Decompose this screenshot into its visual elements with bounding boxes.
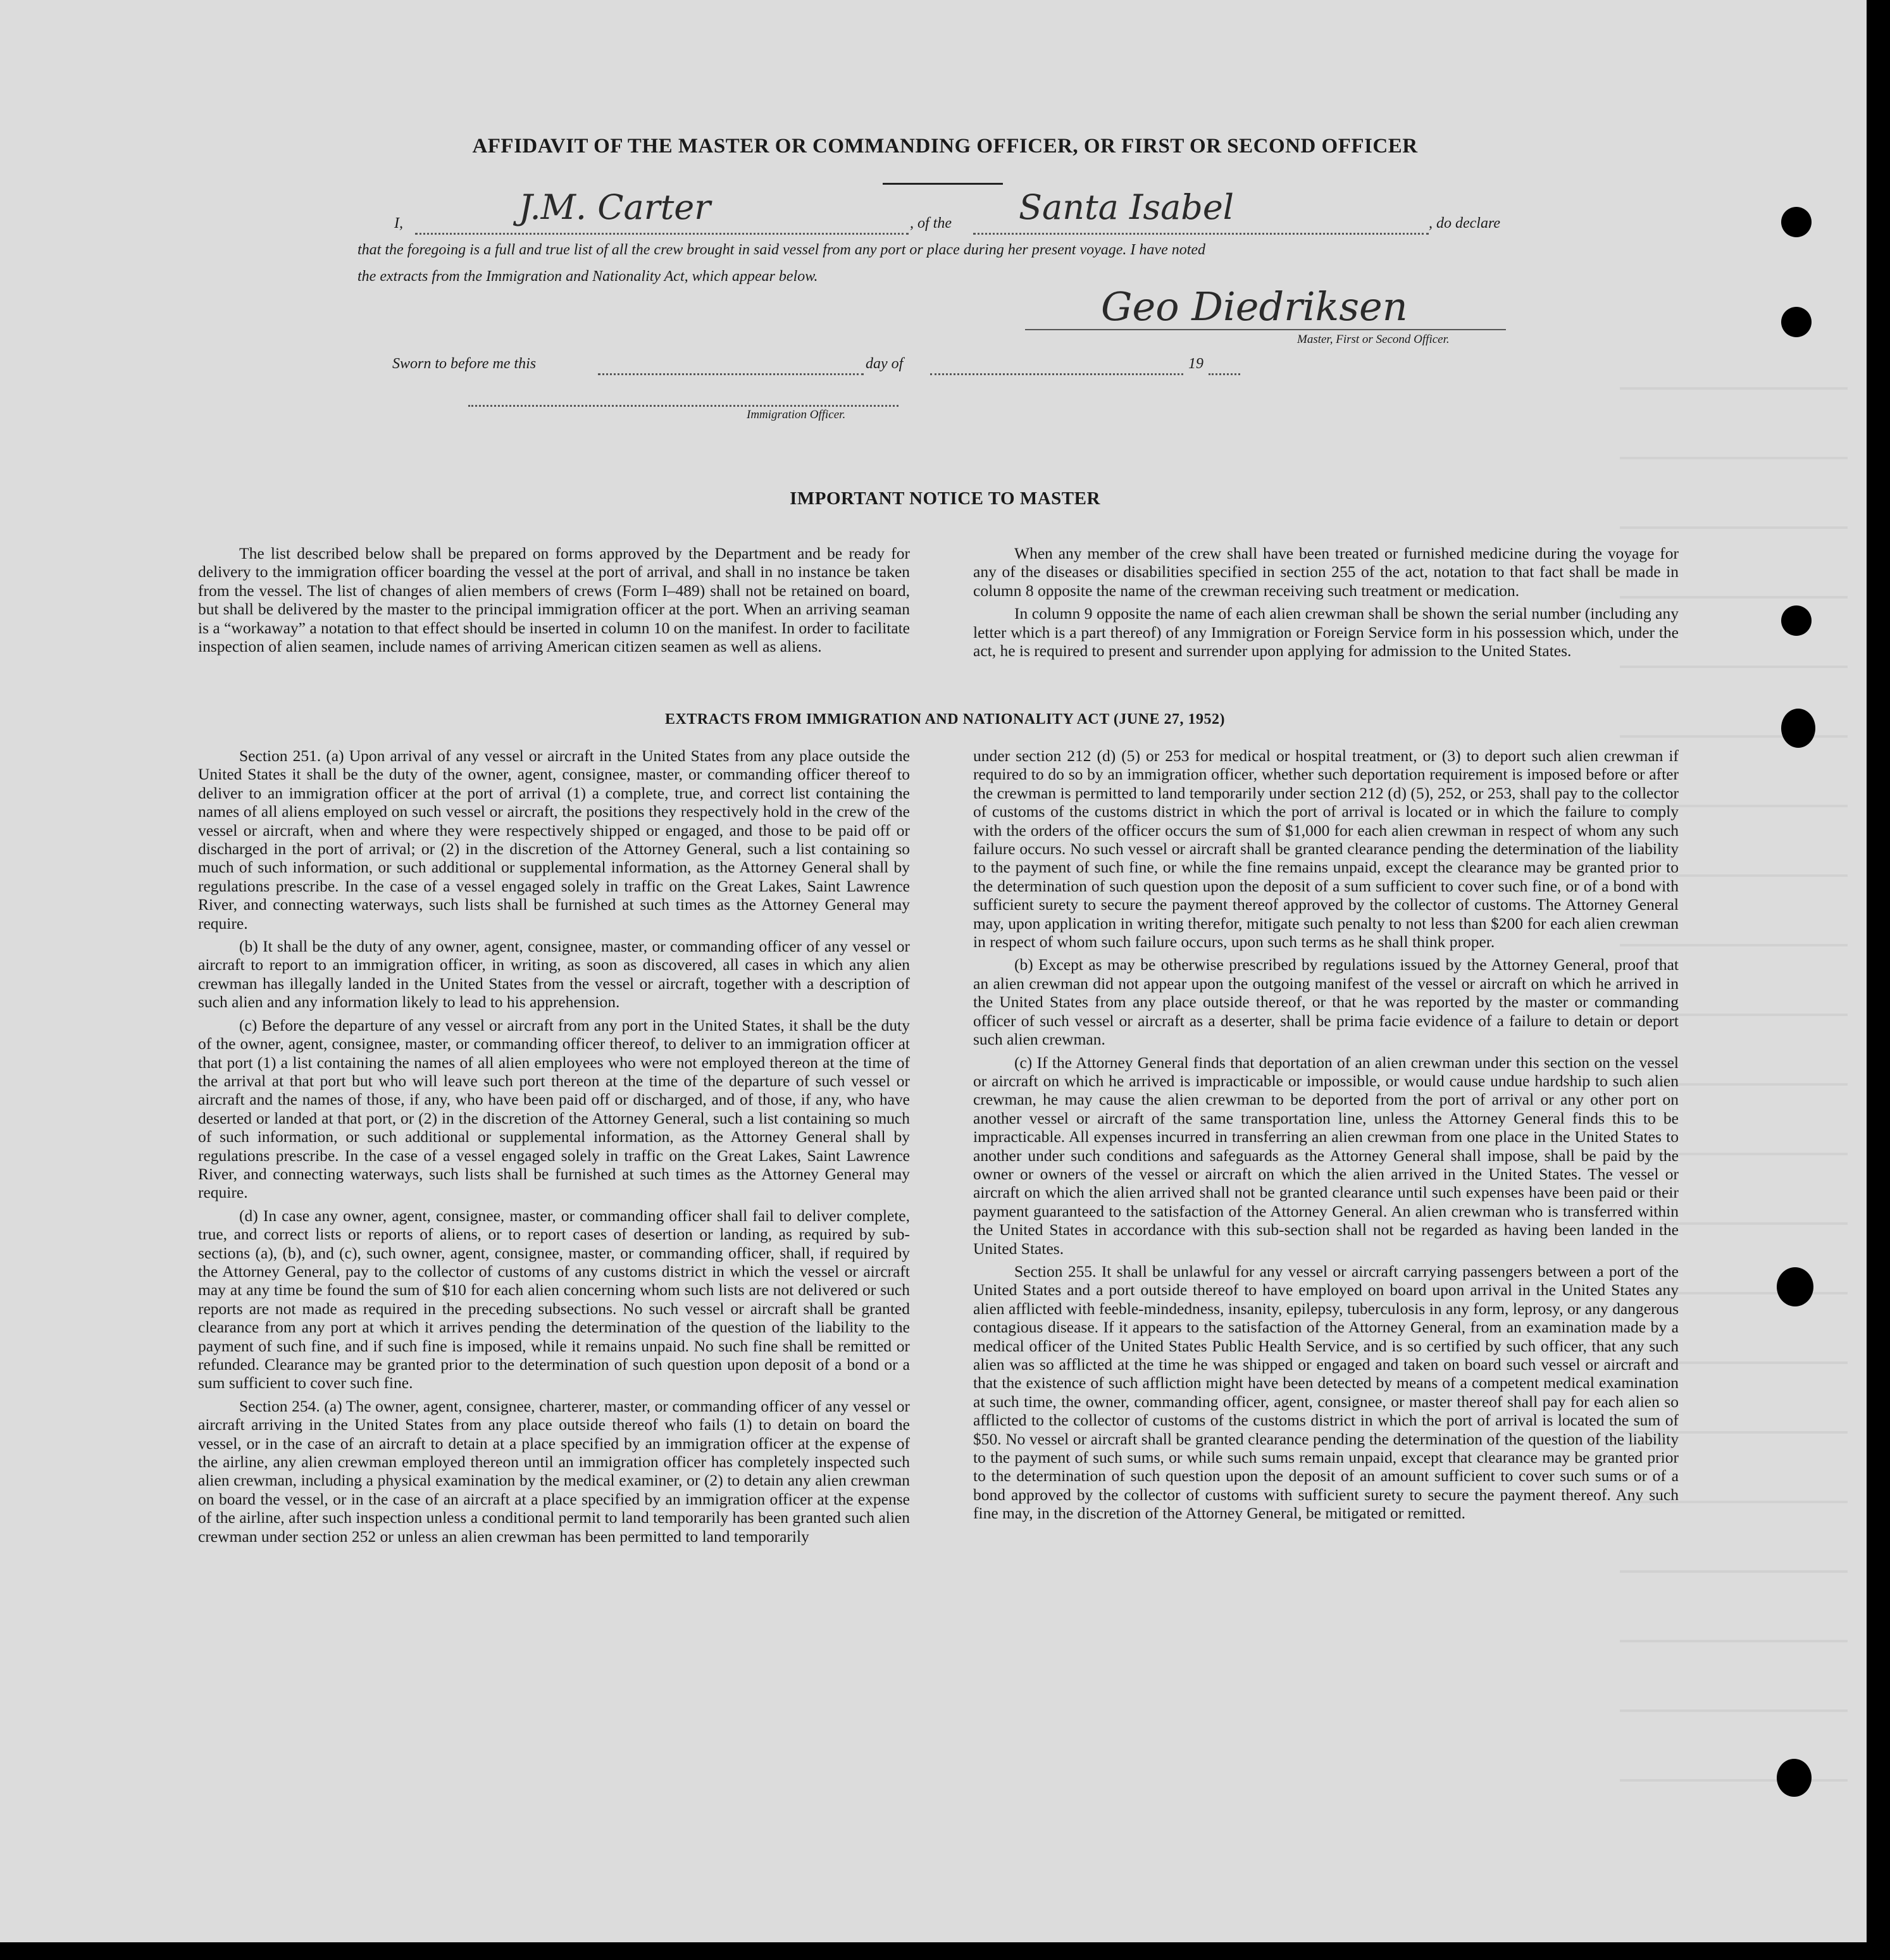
punch-hole: [1781, 605, 1812, 636]
extracts-left-column: [198, 747, 910, 1550]
section-251c: (c) Before the departure of any vessel or aircraft from any port in the United States, it shall be the duty of the owner, agent, consignee, master, or commanding officer thereof, to deliver to an immigration officer at that port (1) a list containing the names of all alien employees who were not employed thereon at the time of the arrival at that port but who will leave such port thereon at the time of the departure of such vessel or aircraft and the names of those, if any, who have been paid off or discharged, and of those, if any, who have deserted or landed at that port, or (2) in the discretion of the Attorney General, such a list containing so much of such information, or such additional or supplemental information, as the Attorney General shall by regulations prescribe. In the case of a vessel engaged solely in traffic on the Great Lakes, Saint Lawrence River, and connecting waterways, such lists shall be furnished at such times as the Attorney General may require.: [198, 1015, 910, 1202]
punch-hole: [1781, 207, 1812, 237]
punch-hole: [1777, 1759, 1812, 1797]
signature-caption: Master, First or Second Officer.: [1297, 333, 1450, 346]
section-254a: Section 254. (a) The owner, agent, consignee, charterer, master, or commanding officer of any vessel or aircraft arriving in the United States from any place outside thereof who fails (1) to detain on board the vessel, or in the case of an aircraft to detain at a place specified by an immigration officer at the expense of the airline, any alien crewman employed thereon until an immigration officer has completely inspected such alien crewman, including a physical examination by the medical examiner, or (2) to detain any alien crewman on board the vessel, or in the case of an aircraft at a place specified by an immigration officer at the expense of the airline, after such inspection unless a conditional permit to land temporarily has been granted such alien crewman under section 252 or unless an alien crewman has been permitted to land temporarily: [198, 1396, 910, 1546]
officer-caption: Immigration Officer.: [747, 408, 846, 421]
extracts-right-column: [973, 747, 1679, 1527]
master-signature: Geo Diedriksen: [1101, 283, 1408, 330]
notice-left-column: [198, 544, 910, 660]
sworn-label: Sworn to before me this: [392, 356, 537, 372]
signature-line: [1025, 329, 1506, 330]
declaration-line-2: the extracts from the Immigration and Nationality Act, which appear below.: [357, 268, 818, 285]
notice-right-paragraph-2: In column 9 opposite the name of each alien crewman shall be shown the serial number (including any letter which is a part thereof) of any Immigration or Foreign Service form in his possession which, under the act, he is required to present and surrender upon applying for admission to the United States.: [973, 604, 1679, 661]
sworn-day-line: [598, 373, 864, 375]
of-the-label: , of the: [910, 215, 952, 232]
section-254b: (b) Except as may be otherwise prescribed by regulations issued by the Attorney General, proof that an alien crewman did not appear upon the outgoing manifest of the vessel or aircraft on which he arrived in the United States from any place outside thereof, or that he was reported by the master or commanding officer of such vessel or aircraft as a deserter, shall be prima facie evidence of a failure to detain or deport such alien crewman.: [973, 955, 1679, 1049]
title-divider: [883, 183, 1003, 185]
vessel-line: [973, 233, 1429, 235]
section-251b: (b) It shall be the duty of any owner, agent, consignee, master, or commanding officer of any vessel or aircraft to report to an immigration officer, in writing, as soon as discovered, all cases in which any alien crewman has illegally landed in the United States from the vessel or aircraft, together with a description of such alien and any information likely to lead to his apprehension.: [198, 937, 910, 1012]
notice-left-paragraph: The list described below shall be prepared on forms approved by the Department and be ready for delivery to the immigration officer boarding the vessel at the port of arrival, and shall in no instance be taken from the vessel. The list of changes of alien members of crews (Form I–489) shall not be retained on board, but shall be delivered by the master to the principal immigration officer at the port. When an arriving seaman is a “workaway” a notation to that effect should be inserted in column 10 on the manifest. In order to facilitate inspection of alien seamen, include names of arriving American citizen seamen as well as aliens.: [198, 544, 910, 656]
sworn-month-line: [930, 373, 1183, 375]
day-of-label: day of: [866, 356, 904, 372]
i-label: I,: [394, 215, 403, 232]
do-declare-label: , do declare: [1429, 215, 1501, 232]
punch-hole: [1781, 709, 1815, 748]
affidavit-title: AFFIDAVIT OF THE MASTER OR COMMANDING OFFICER, OR FIRST OR SECOND OFFICER: [472, 135, 1418, 158]
declaration-line-1: that the foregoing is a full and true list of all the crew brought in said vessel from any port or place during her present voyage. I have noted: [357, 242, 1206, 258]
extracts-title: EXTRACTS FROM IMMIGRATION AND NATIONALITY ACT (JUNE 27, 1952): [665, 711, 1225, 728]
sworn-year-line: [1209, 373, 1240, 375]
section-251d: (d) In case any owner, agent, consignee, master, or commanding officer shall fail to deliver complete, true, and correct lists or reports of aliens, or to report cases of desertion or landing, as required by sub-sections (a), (b), and (c), such owner, agent, consignee, master, or commanding officer, shall, if required by the Attorney General, pay to the collector of customs of any customs district in which the vessel or aircraft may at any time be found the sum of $10 for each alien concerning whom such lists are not delivered or such reports are not made as required in the preceding subsections. No such vessel or aircraft shall be granted clearance from any port at which it arrives pending the determination of the question of the liability to the payment of such fine, and if such fine is imposed, while it remains unpaid. No such fine shall be remitted or refunded. Clearance may be granted prior to the determination of such question upon deposit of a bond or a sum sufficient to cover such fine.: [198, 1206, 910, 1392]
notice-right-column: [973, 544, 1679, 664]
notice-right-paragraph-1: When any member of the crew shall have been treated or furnished medicine during the voyage for any of the diseases or disabilities specified in section 255 of the act, notation to that fact shall be made in column 8 opposite the name of the crewman receiving such treatment or medication.: [973, 544, 1679, 600]
section-255: Section 255. It shall be unlawful for any vessel or aircraft carrying passengers between a port of the United States and a port outside thereof to have employed on board upon arrival in the United States any alien afflicted with feeble-mindedness, insanity, epilepsy, tuberculosis in any form, leprosy, or any dangerous contagious disease. If it appears to the satisfaction of the Attorney General, from an examination made by a medical officer of the United States Public Health Service, and is so certified by such officer, that any such alien was so afflicted at the time he was shipped or engaged and taken on board such vessel or aircraft and that the existence of such affliction might have been detected by means of a competent medical examination at such time, the owner, commanding officer, agent, consignee, or master thereof shall pay for each alien so afflicted to the collector of customs of the customs district in which the port of arrival is located the sum of $50. No vessel or aircraft shall be granted clearance pending the determination of the question of the liability to the payment of such sums, or while such sums remain unpaid, except that clearance may be granted prior to the determination of such question upon the deposit of an amount sufficient to cover such sums or of a bond approved by the collector of customs with sufficient surety to secure the payment thereof. Any such fine may, in the discretion of the Attorney General, be mitigated or remitted.: [973, 1262, 1679, 1523]
officer-signature-line: [468, 405, 898, 407]
handwritten-name: J.M. Carter: [519, 187, 711, 227]
section-254c: (c) If the Attorney General finds that deportation of an alien crewman under this section on the vessel or aircraft on which he arrived is impracticable or impossible, or would cause undue hardship to such alien crewman, he may cause the alien crewman to be deported from the port of arrival or any other port on another vessel or aircraft of the same transportation line, unless the Attorney General finds this to be impracticable. All expenses incurred in transferring an alien crewman from one place in the United States to another under such conditions and safeguards as the Attorney General shall impose, shall be paid by the owner or owners of the vessel or aircraft on which the alien arrived in the United States. The vessel or aircraft on which the alien arrived shall not be granted clearance until such expenses have been paid or their payment guaranteed to the satisfaction of the Attorney General. An alien crewman who is transferred within the United States in accordance with this sub-section shall not be regarded as having been landed in the United States.: [973, 1053, 1679, 1258]
year-label: 19: [1188, 356, 1203, 372]
name-line: [415, 233, 909, 235]
handwritten-vessel: Santa Isabel: [1019, 187, 1234, 227]
section-254a-continued: under section 212 (d) (5) or 253 for medical or hospital treatment, or (3) to deport such alien crewman if required to do so by an immigration officer, whether such deportation requirement is imposed before or after the crewman is permitted to land temporarily under section 212 (d) (5), 252, or 253, shall pay to the collector of customs of the customs district in which the port of arrival is located or in which the failure to comply with the orders of the officer occurs the sum of $1,000 for each alien crewman in respect of whom any such failure occurs. No such vessel or aircraft shall be granted clearance pending the determination of the liability to the payment of such fine, or while the fine remains unpaid, except the clearance may be granted prior to the determination of such question upon the deposit of a sum sufficient to cover such fine, or of a bond with sufficient surety to secure the payment thereof approved by the collector of customs. The Attorney General may, upon application in writing therefor, mitigate such penalty to not less than $200 for each alien crewman in respect of whom such failure occurs, upon such terms as he shall think proper.: [973, 747, 1679, 952]
section-251a: Section 251. (a) Upon arrival of any vessel or aircraft in the United States from any place outside the United States it shall be the duty of the owner, agent, consignee, master, or commanding officer thereof to deliver to an immigration officer at the port of arrival (1) a complete, true, and correct list containing the names of all aliens employed on such vessel or aircraft, the positions they respectively hold in the crew of the vessel or aircraft, when and where they were respectively shipped or engaged, and those to be paid off or discharged in the port of arrival; or (2) in the discretion of the Attorney General, such a list containing so much of such information, or such additional or supplemental information, as the Attorney General shall by regulations prescribe. In the case of a vessel engaged solely in traffic on the Great Lakes, Saint Lawrence River, and connecting waterways, such lists shall be furnished at such times as the Attorney General may require.: [198, 747, 910, 933]
punch-hole: [1777, 1267, 1813, 1306]
punch-hole: [1781, 307, 1812, 337]
notice-title: IMPORTANT NOTICE TO MASTER: [790, 488, 1100, 509]
